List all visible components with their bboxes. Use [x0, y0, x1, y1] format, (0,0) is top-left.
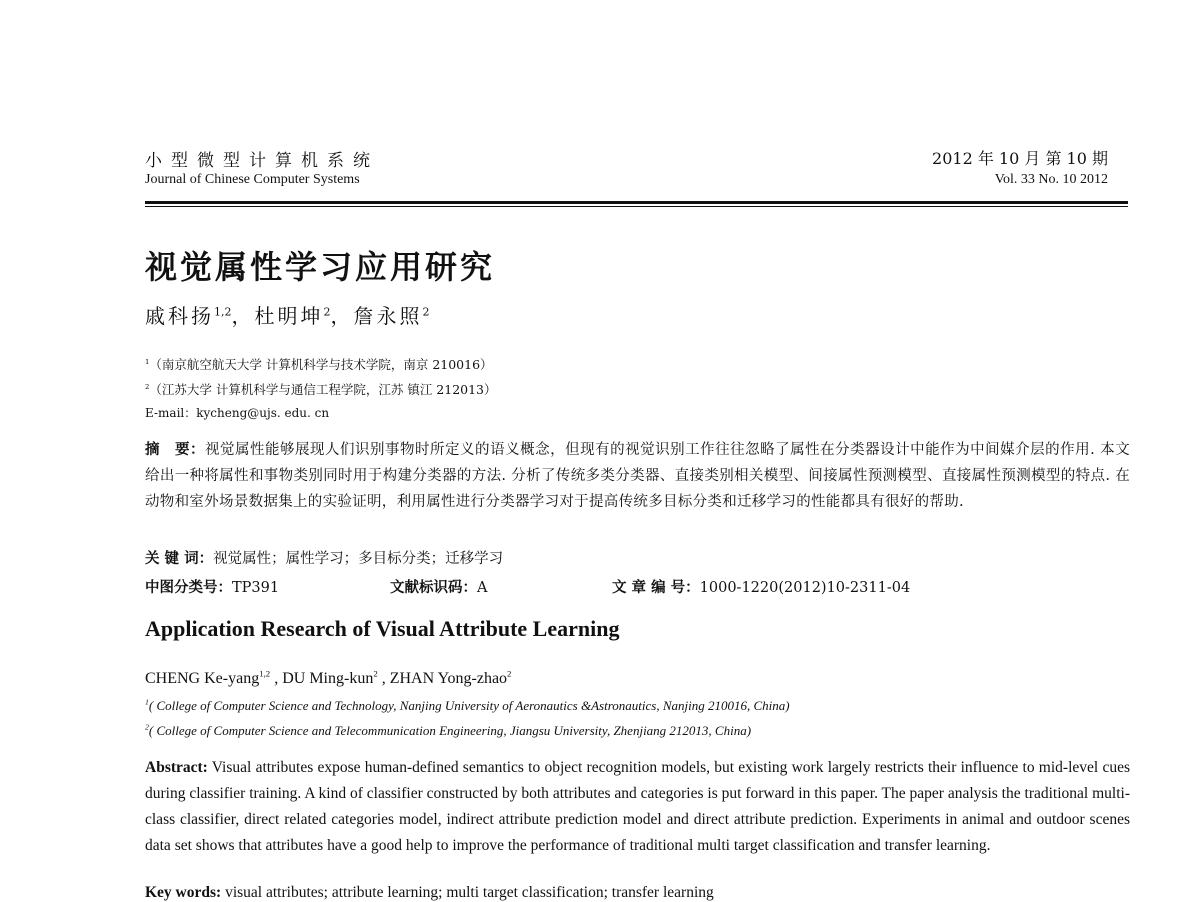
document-code: [390, 576, 487, 597]
author-affiliation-mark: 2: [323, 305, 331, 319]
email: E-mail：kycheng@ujs. edu. cn: [145, 406, 330, 420]
abstract-cn: [145, 437, 1130, 515]
affiliation-mark: 2: [145, 722, 149, 732]
author-separator: ,: [377, 670, 390, 687]
abstract-en: [145, 755, 1130, 859]
clc-number: [145, 576, 279, 597]
author-affiliation-mark: 1,2: [214, 305, 232, 319]
paper-title-cn: 视觉属性学习应用研究: [145, 248, 496, 286]
keywords-en-label: Key words:: [145, 884, 222, 901]
author-name: CHENG Ke-yang: [145, 670, 260, 687]
authors-en: [145, 670, 511, 688]
article-number-value: 1000-1220(2012)10-2311-04: [699, 580, 911, 596]
article-number-label: 文 章 编 号：: [612, 579, 700, 596]
issue-date-cn: 2012 年 10 月 第 10 期: [932, 149, 1108, 168]
article-number: [612, 576, 910, 597]
keywords-en-text: visual attributes; attribute learning; multi target classification; transfer learning: [225, 884, 714, 901]
header-rule-thick: [145, 201, 1128, 204]
author-name: 戚科扬: [145, 304, 214, 328]
paper-title-en: Application Research of Visual Attribute Learning: [145, 616, 620, 641]
document-code-value: A: [477, 580, 488, 596]
abstract-cn-text: 视觉属性能够展现人们识别事物时所定义的语义概念，但现有的视觉识别工作往往忽略了属性在分类器设计中能作为中间媒介层的作用. 本文给出一种将属性和事物类别同时用于构建分类器的方法. 分析了传统多类分类器、直接类别相关模型、间接属性预测模型、直接属性预测模型的特点. 在动物和室外场景数据集上的实验证明，利用属性进行分类器学习对于提高传统多目标分类和迁移学习的性能都具有很好的帮助.: [145, 442, 1130, 510]
author-separator: ，: [231, 304, 255, 328]
author-affiliation-mark: 2: [507, 668, 512, 679]
affiliation-cn-1: [145, 355, 493, 373]
author-name: ZHAN Yong-zhao: [389, 670, 508, 687]
affiliation-mark: 1: [145, 357, 150, 366]
clc-label: 中图分类号：: [145, 579, 232, 596]
affiliation-cn-2: [145, 380, 497, 398]
keywords-cn-text: 视觉属性；属性学习；多目标分类；迁移学习: [213, 551, 504, 567]
affiliation-en-2: [145, 723, 751, 739]
document-code-label: 文献标识码：: [390, 579, 477, 596]
clc-value: TP391: [232, 580, 280, 596]
header-rule-thin: [145, 206, 1128, 207]
keywords-cn: [145, 547, 503, 568]
author-affiliation-mark: 2: [422, 305, 430, 319]
author-separator: ，: [330, 304, 354, 328]
authors-cn: [145, 300, 430, 329]
author-affiliation-mark: 2: [373, 668, 378, 679]
author-affiliation-mark: 1,2: [259, 668, 271, 679]
affiliation-text: ( College of Computer Science and Telecommunication Engineering, Jiangsu University, Zhenjiang 212013, China): [148, 723, 752, 738]
abstract-cn-label: 摘 要：: [145, 441, 206, 458]
author-name: 詹永照: [353, 304, 423, 328]
affiliation-mark: 2: [145, 382, 150, 391]
affiliation-text: （江苏大学 计算机科学与通信工程学院，江苏 镇江 212013）: [149, 382, 497, 397]
affiliation-text: （南京航空航天大学 计算机科学与技术学院，南京 210016）: [149, 357, 493, 372]
keywords-en: [145, 884, 714, 902]
abstract-en-text: Visual attributes expose human-defined semantics to object recognition models, but existing work largely restricts their influence to mid-level cues during classifier training. A kind of classifier constructed by both attributes and categories is put forward in this paper. The paper analysis the traditional multi-class classifier, direct related categories model, indirect attribute prediction model and direct attribute prediction. Experiments in animal and outdoor scenes data set shows that attributes have a good help to improve the performance of traditional multi target classification and transfer learning.: [145, 759, 1130, 854]
author-name: DU Ming-kun: [282, 670, 374, 687]
affiliation-en-1: [145, 698, 790, 714]
journal-name-cn: 小型微型计算机系统: [145, 151, 379, 171]
author-separator: ,: [270, 670, 283, 687]
affiliation-text: ( College of Computer Science and Technology, Nanjing University of Aeronautics &Astronautics, Nanjing 210016, China): [148, 698, 790, 713]
journal-name-en: Journal of Chinese Computer Systems: [145, 172, 360, 187]
abstract-en-label: Abstract:: [145, 759, 208, 776]
keywords-cn-label: 关 键 词：: [145, 550, 214, 567]
volume-en: Vol. 33 No. 10 2012: [994, 172, 1108, 187]
affiliation-mark: 1: [145, 697, 149, 707]
author-name: 杜明坤: [254, 304, 324, 328]
